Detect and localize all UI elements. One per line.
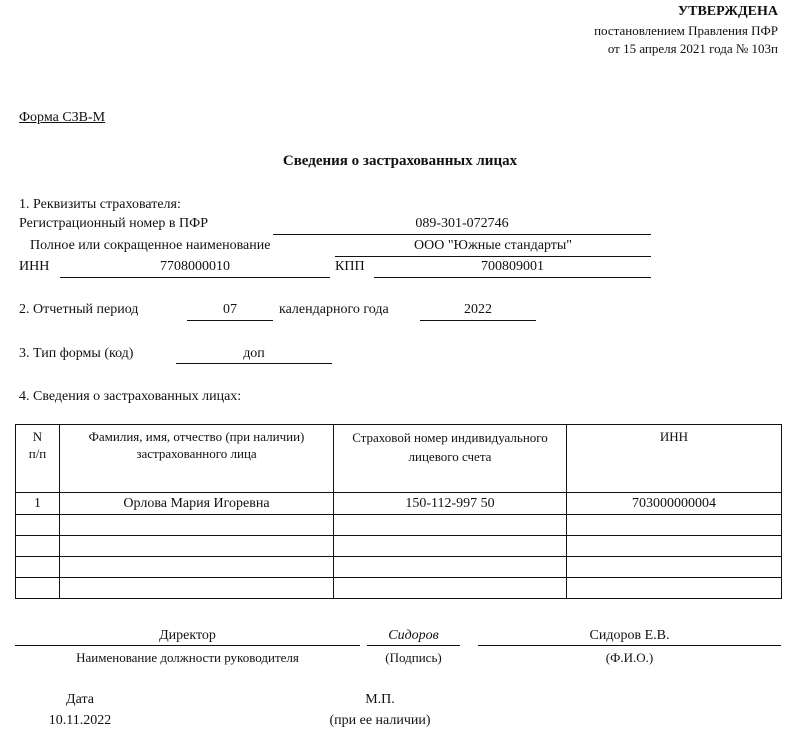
row-snils: 150-112-997 50 (334, 493, 567, 515)
position-value: Директор (159, 628, 216, 643)
form-name: Форма СЗВ-М (19, 110, 106, 125)
inn-line (60, 277, 330, 278)
stamp-caption: (при ее наличии) (329, 713, 431, 728)
kpp-label: КПП (335, 259, 365, 274)
row-num: 1 (16, 493, 60, 515)
table-row-empty (16, 557, 782, 578)
period-value: 07 (223, 302, 237, 317)
table-row-empty (16, 536, 782, 557)
approval-line-2: от 15 апреля 2021 года № 103п (607, 41, 778, 56)
year-label: календарного года (279, 302, 389, 317)
header-num-line2: п/п (28, 446, 47, 461)
kpp-line (374, 277, 651, 278)
date-label: Дата (66, 692, 94, 707)
insured-persons-table (15, 424, 782, 599)
position-caption: Наименование должности руководителя (76, 650, 299, 665)
approval-line-1: постановлением Правления ПФР (594, 23, 778, 38)
period-line (187, 320, 273, 321)
signature-value: Сидоров (388, 628, 439, 643)
header-fio: Фамилия, имя, отчество (при наличии) застрахованного лица (60, 425, 334, 493)
reg-number-line (273, 234, 651, 235)
approval-title: УТВЕРЖДЕНА (677, 4, 778, 19)
table-header-row (16, 425, 782, 493)
page-title: Сведения о застрахованных лицах (282, 153, 518, 169)
kpp-value: 700809001 (481, 259, 544, 274)
form-type-label: 3. Тип формы (код) (19, 346, 134, 361)
org-name-line (335, 256, 651, 257)
form-type-value: доп (243, 346, 265, 361)
org-name-value: ООО "Южные стандарты" (414, 238, 572, 253)
header-snils: Страховой номер индивидуального лицевого счета (334, 425, 567, 493)
reg-number-label: Регистрационный номер в ПФР (19, 216, 208, 231)
inn-value: 7708000010 (160, 259, 230, 274)
org-name-label: Полное или сокращенное наименование (30, 238, 271, 253)
stamp-label: М.П. (365, 692, 395, 707)
year-line (420, 320, 536, 321)
section-1-title: 1. Реквизиты страхователя: (19, 197, 181, 212)
row-inn: 703000000004 (567, 493, 782, 515)
table-row-empty (16, 578, 782, 599)
fio-caption: (Ф.И.О.) (605, 650, 654, 665)
fio-line (478, 645, 781, 646)
header-inn: ИНН (567, 425, 782, 493)
inn-label: ИНН (19, 259, 50, 274)
header-num (16, 425, 60, 493)
position-line (15, 645, 360, 646)
row-fio: Орлова Мария Игоревна (60, 493, 334, 515)
year-value: 2022 (464, 302, 492, 317)
form-type-line (176, 363, 332, 364)
signature-line (367, 645, 460, 646)
period-label: 2. Отчетный период (19, 302, 139, 317)
table-row (16, 493, 782, 515)
table-row-empty (16, 515, 782, 536)
header-num-line1: N (32, 429, 43, 444)
signature-caption: (Подпись) (385, 650, 442, 665)
fio-value: Сидоров Е.В. (589, 628, 670, 643)
reg-number-value: 089-301-072746 (415, 216, 509, 231)
date-value: 10.11.2022 (48, 713, 112, 728)
section-4-title: 4. Сведения о застрахованных лицах: (19, 389, 242, 404)
